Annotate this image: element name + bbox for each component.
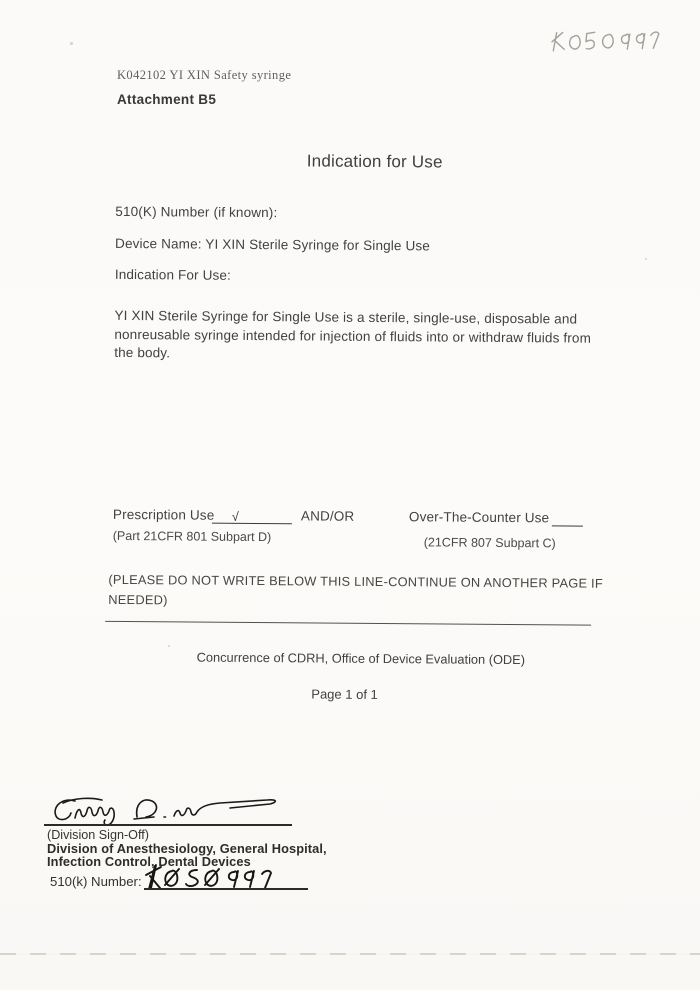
attachment-label: Attachment B5 [117, 92, 217, 107]
indication-text: YI XIN Sterile Syringe for Single Use is a sterile, single-use, disposable and nonreusable syringe intended for injection of fluids into or withdraw fluids from the body. [114, 307, 592, 361]
k-number-line [144, 888, 308, 890]
page-number: Page 1 of 1 [311, 686, 378, 702]
prescription-cfr-note: (Part 21CFR 801 Subpart D) [112, 528, 272, 545]
concurrence-line: Concurrence of CDRH, Office of Device Evaluation (ODE) [196, 649, 526, 668]
k-number-field-label: 510(K) Number (if known): [115, 203, 278, 221]
and-or-label: AND/OR [300, 508, 355, 524]
scan-speck [168, 645, 170, 647]
scan-artifact-line [0, 953, 700, 955]
otc-use-label: Over-The-Counter Use [408, 509, 550, 526]
division-signoff-label: (Division Sign-Off) [47, 828, 149, 842]
separator-line [105, 621, 591, 626]
division-line-1: Division of Anesthesiology, General Hospital, [47, 841, 327, 856]
scan-speck [70, 42, 73, 45]
document-reference: K042102 YI XIN Safety syringe [117, 68, 292, 82]
division-line-2: Infection Control, Dental Devices [47, 854, 251, 869]
prescription-checkmark: √ [231, 509, 239, 524]
otc-cfr-note: (21CFR 807 Subpart C) [423, 535, 556, 551]
k-number-signoff-label: 510(k) Number: [50, 874, 142, 889]
do-not-write-notice: (PLEASE DO NOT WRITE BELOW THIS LINE-CONTINUE ON ANOTHER PAGE IF NEEDED) [108, 571, 604, 608]
device-name-line: Device Name: YI XIN Sterile Syringe for Single Use [115, 235, 431, 254]
scan-speck [645, 258, 647, 260]
prescription-use-label: Prescription Use [112, 506, 215, 523]
signature-line [44, 824, 292, 826]
prescription-blank-line [212, 508, 292, 525]
indication-field-label: Indication For Use: [114, 266, 232, 283]
page-title: Indication for Use [306, 151, 443, 172]
otc-blank-line [552, 510, 583, 526]
